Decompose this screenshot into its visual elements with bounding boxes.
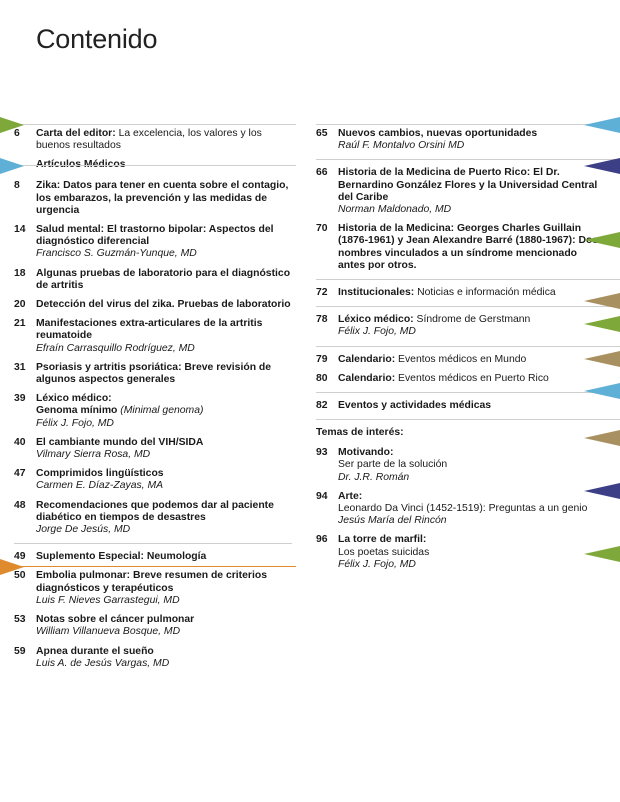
entry-title — [36, 268, 292, 292]
toc-entry[interactable] — [14, 362, 292, 386]
entry-title — [338, 128, 606, 140]
entry-title — [338, 491, 606, 503]
entry-body — [338, 491, 606, 528]
navy-triangle-marker — [584, 483, 620, 499]
toc-entry[interactable] — [316, 223, 606, 272]
entry-title — [338, 314, 606, 326]
entry-subtitle — [338, 547, 606, 559]
entry-body — [36, 180, 292, 217]
toc-entry[interactable] — [316, 314, 606, 338]
page-number: 20 — [14, 299, 26, 311]
entry-body — [36, 393, 292, 430]
entry-title-text: Léxico médico: — [36, 393, 112, 405]
entry-body — [36, 299, 292, 311]
divider — [316, 159, 620, 160]
entry-title-text: Carta del editor: — [36, 128, 116, 139]
page-number: 48 — [14, 499, 26, 511]
entry-title-text: El cambiante mundo del VIH/SIDA — [36, 436, 204, 448]
divider — [14, 543, 292, 544]
toc-entry[interactable] — [316, 287, 606, 299]
green-triangle-marker — [584, 546, 620, 562]
page-number: 80 — [316, 372, 328, 384]
page-number: 18 — [14, 267, 26, 279]
entry-title — [36, 180, 292, 217]
page-number: 70 — [316, 223, 328, 235]
toc-entry[interactable] — [14, 500, 292, 537]
toc-entry[interactable] — [316, 491, 606, 528]
entry-title — [36, 128, 292, 152]
entry-body — [338, 400, 606, 412]
entry-title-text: Comprimidos lingüísticos — [36, 468, 164, 480]
entry-title-text: Zika: Datos para tener en cuenta sobre el contagio, los embarazos, la prevención y las medidas de urgencia — [36, 180, 289, 216]
entry-title — [36, 646, 292, 658]
divider — [0, 124, 296, 125]
green-triangle-marker — [584, 316, 620, 332]
entry-title-text: Notas sobre el cáncer pulmonar — [36, 614, 195, 626]
divider — [316, 279, 620, 280]
toc-entry[interactable] — [14, 437, 292, 461]
green-triangle-marker — [584, 232, 620, 248]
tan-triangle-marker — [584, 293, 620, 309]
blue-triangle-marker — [0, 158, 24, 174]
tan-triangle-marker — [584, 351, 620, 367]
entry-title-text: Apnea durante el sueño — [36, 645, 154, 657]
green-triangle-marker — [0, 117, 24, 133]
page-number: 49 — [14, 551, 26, 563]
divider — [316, 346, 620, 347]
page-number: 59 — [14, 645, 26, 657]
entry-body — [36, 614, 292, 638]
page-number: 94 — [316, 490, 328, 502]
entry-title-text: Recomendaciones que podemos dar al paciente diabético en tiempos de desastres — [36, 499, 274, 523]
divider — [0, 566, 296, 567]
page-number: 40 — [14, 436, 26, 448]
toc-entry[interactable] — [14, 570, 292, 607]
entry-title-text: La torre de marfil: — [338, 534, 427, 546]
toc-entry[interactable] — [14, 128, 292, 152]
entry-author: Francisco S. Guzmán-Yunque, MD — [36, 248, 197, 260]
page-number: 53 — [14, 614, 26, 626]
entry-author: Félix J. Fojo, MD — [338, 558, 416, 570]
toc-entry[interactable] — [14, 393, 292, 430]
entry-body — [338, 167, 606, 216]
toc-entry[interactable] — [316, 400, 606, 412]
page-number: 50 — [14, 570, 26, 582]
entry-title-text: Psoriasis y artritis psoriática: Breve revisión de algunos aspectos generales — [36, 361, 272, 386]
entry-title-text: Salud mental: El trastorno bipolar: Aspectos del diagnóstico diferencial — [36, 224, 274, 248]
entry-title-text: Historia de la Medicina de Puerto Rico: El Dr. Bernardino González Flores y la Universidad Central del Caribe — [338, 167, 598, 203]
page-number: 93 — [316, 447, 328, 459]
entry-subtitle: La excelencia, los valores y los buenos resultados — [36, 128, 262, 152]
entry-title-text: Arte: — [338, 490, 363, 502]
entry-title-text: Detección del virus del zika. Pruebas de laboratorio — [36, 299, 291, 311]
blue-triangle-marker — [584, 383, 620, 399]
entry-author: Norman Maldonado, MD — [338, 204, 452, 216]
entry-title — [36, 468, 292, 480]
entry-body — [36, 268, 292, 292]
entry-title — [338, 167, 606, 204]
page-number: 14 — [14, 224, 26, 236]
entry-body — [338, 447, 606, 484]
entry-subtitle — [338, 459, 606, 471]
entry-body — [36, 224, 292, 261]
entry-subtitle-italic: (Minimal genoma) — [117, 405, 204, 417]
right-column — [316, 128, 606, 578]
toc-entry[interactable] — [316, 447, 606, 484]
entry-author: Raúl F. Montalvo Orsini MD — [338, 140, 465, 152]
entry-body — [36, 500, 292, 537]
divider — [316, 392, 620, 393]
entry-title — [36, 299, 292, 311]
entry-title — [36, 224, 292, 248]
entry-title — [338, 447, 606, 459]
toc-entry[interactable] — [14, 614, 292, 638]
toc-entry[interactable] — [14, 268, 292, 292]
entry-body — [338, 354, 606, 366]
divider — [0, 165, 296, 166]
entry-subtitle — [338, 503, 606, 515]
entry-subtitle: Síndrome de Gerstmann — [413, 314, 531, 326]
orange-triangle-marker — [0, 559, 24, 575]
divider — [316, 306, 620, 307]
entry-author: William Villanueva Bosque, MD — [36, 626, 181, 638]
entry-title-text: Motivando: — [338, 447, 394, 459]
entry-body — [36, 437, 292, 461]
entry-title — [36, 551, 292, 563]
entry-title-text: Algunas pruebas de laboratorio para el diagnóstico de artritis — [36, 267, 291, 291]
page-number: 31 — [14, 361, 26, 373]
entry-body — [338, 373, 606, 385]
entry-author: Vilmary Sierra Rosa, MD — [36, 449, 151, 461]
toc-entry[interactable] — [316, 373, 606, 385]
entry-title — [36, 614, 292, 626]
entry-subtitle-text: Ser parte de la solución — [338, 459, 448, 471]
toc-entry[interactable] — [14, 318, 292, 355]
toc-entry[interactable] — [14, 224, 292, 261]
entry-body — [36, 570, 292, 607]
page-number: 6 — [14, 128, 20, 139]
toc-entry[interactable] — [14, 468, 292, 492]
toc-entry[interactable] — [316, 534, 606, 571]
navy-triangle-marker — [584, 158, 620, 174]
entry-title-text: Calendario: — [338, 372, 396, 384]
entry-subtitle-text: Leonardo Da Vinci (1452-1519): Preguntas a un genio — [338, 503, 588, 515]
entry-title — [338, 354, 606, 366]
divider — [316, 419, 620, 420]
entry-body — [338, 314, 606, 338]
entry-body — [36, 468, 292, 492]
entry-title-text: Suplemento Especial: Neumología — [36, 551, 207, 563]
tan-triangle-marker — [584, 430, 620, 446]
entry-title — [36, 437, 292, 449]
page-number: 39 — [14, 393, 26, 405]
left-column — [14, 128, 292, 677]
toc-entry[interactable] — [316, 128, 606, 152]
page-number: 96 — [316, 534, 328, 546]
page-number: 72 — [316, 287, 328, 299]
entry-title — [36, 362, 292, 386]
entry-author: Dr. J.R. Román — [338, 471, 410, 483]
page-number: 65 — [316, 128, 328, 139]
entry-author: Jesús María del Rincón — [338, 515, 447, 527]
entry-author: Luis A. de Jesús Vargas, MD — [36, 657, 170, 669]
page-number: 82 — [316, 400, 328, 412]
toc-entry[interactable] — [14, 646, 292, 670]
page-number: 8 — [14, 180, 20, 192]
entry-subtitle — [36, 405, 292, 417]
entry-subtitle-text: Genoma mínimo — [36, 405, 118, 417]
page-number: 21 — [14, 318, 26, 330]
entry-body — [36, 551, 292, 563]
entry-title — [36, 393, 292, 405]
blue-triangle-marker — [584, 117, 620, 133]
entry-author: Félix J. Fojo, MD — [36, 417, 114, 429]
entry-title — [338, 534, 606, 546]
entry-title-text: Eventos y actividades médicas — [338, 400, 492, 412]
entry-title-text: Embolia pulmonar: Breve resumen de criterios diagnósticos y terapéuticos — [36, 570, 267, 594]
section-heading: Temas de interés: — [316, 427, 404, 439]
entry-body — [338, 223, 606, 272]
page-number: 79 — [316, 353, 328, 365]
entry-body — [36, 128, 292, 152]
entry-title-text: Institucionales: — [338, 287, 415, 299]
entry-body — [338, 128, 606, 152]
entry-body — [338, 534, 606, 571]
toc-entry[interactable] — [316, 354, 606, 366]
entry-title — [36, 318, 292, 342]
entry-body — [36, 646, 292, 670]
page-number: 47 — [14, 468, 26, 480]
entry-author: Carmen E. Díaz-Zayas, MA — [36, 480, 164, 492]
entry-subtitle: Eventos médicos en Puerto Rico — [395, 372, 549, 384]
entry-body — [338, 287, 606, 299]
section-heading: Artículos Médicos — [36, 159, 126, 171]
toc-entry[interactable] — [14, 180, 292, 217]
entry-body — [36, 362, 292, 386]
entry-subtitle: Eventos médicos en Mundo — [395, 353, 527, 365]
entry-title — [338, 373, 606, 385]
entry-subtitle: Noticias e información médica — [414, 287, 556, 299]
divider — [316, 124, 620, 125]
toc-entry[interactable] — [316, 167, 606, 216]
entry-title-text: Léxico médico: — [338, 314, 414, 326]
entry-title-text: Historia de la Medicina: Georges Charles Guillain (1876-1961) y Jean Alexandre Barré (1880-1967): Dos nombres vinculados a un síndrome mencionado antes por otros. — [338, 223, 599, 271]
toc-entry[interactable] — [14, 299, 292, 311]
entry-author: Efraín Carrasquillo Rodríguez, MD — [36, 342, 195, 354]
entry-title — [36, 500, 292, 524]
entry-author: Félix J. Fojo, MD — [338, 326, 416, 338]
page-number: 78 — [316, 314, 328, 326]
entry-author: Jorge De Jesús, MD — [36, 524, 131, 536]
entry-title-text: Manifestaciones extra-articulares de la artritis reumatoide — [36, 318, 263, 342]
entry-title-text: Calendario: — [338, 353, 396, 365]
entry-title — [338, 287, 606, 299]
entry-title-text: Nuevos cambios, nuevas oportunidades — [338, 128, 538, 139]
page-title: Contenido — [36, 24, 158, 54]
entry-author: Luis F. Nieves Garrastegui, MD — [36, 594, 180, 606]
entry-title — [36, 570, 292, 594]
entry-title — [338, 400, 606, 412]
entry-subtitle-text: Los poetas suicidas — [338, 546, 430, 558]
entry-title — [338, 223, 606, 272]
page-number: 66 — [316, 167, 328, 179]
entry-body — [36, 318, 292, 355]
toc-entry[interactable] — [14, 551, 292, 563]
